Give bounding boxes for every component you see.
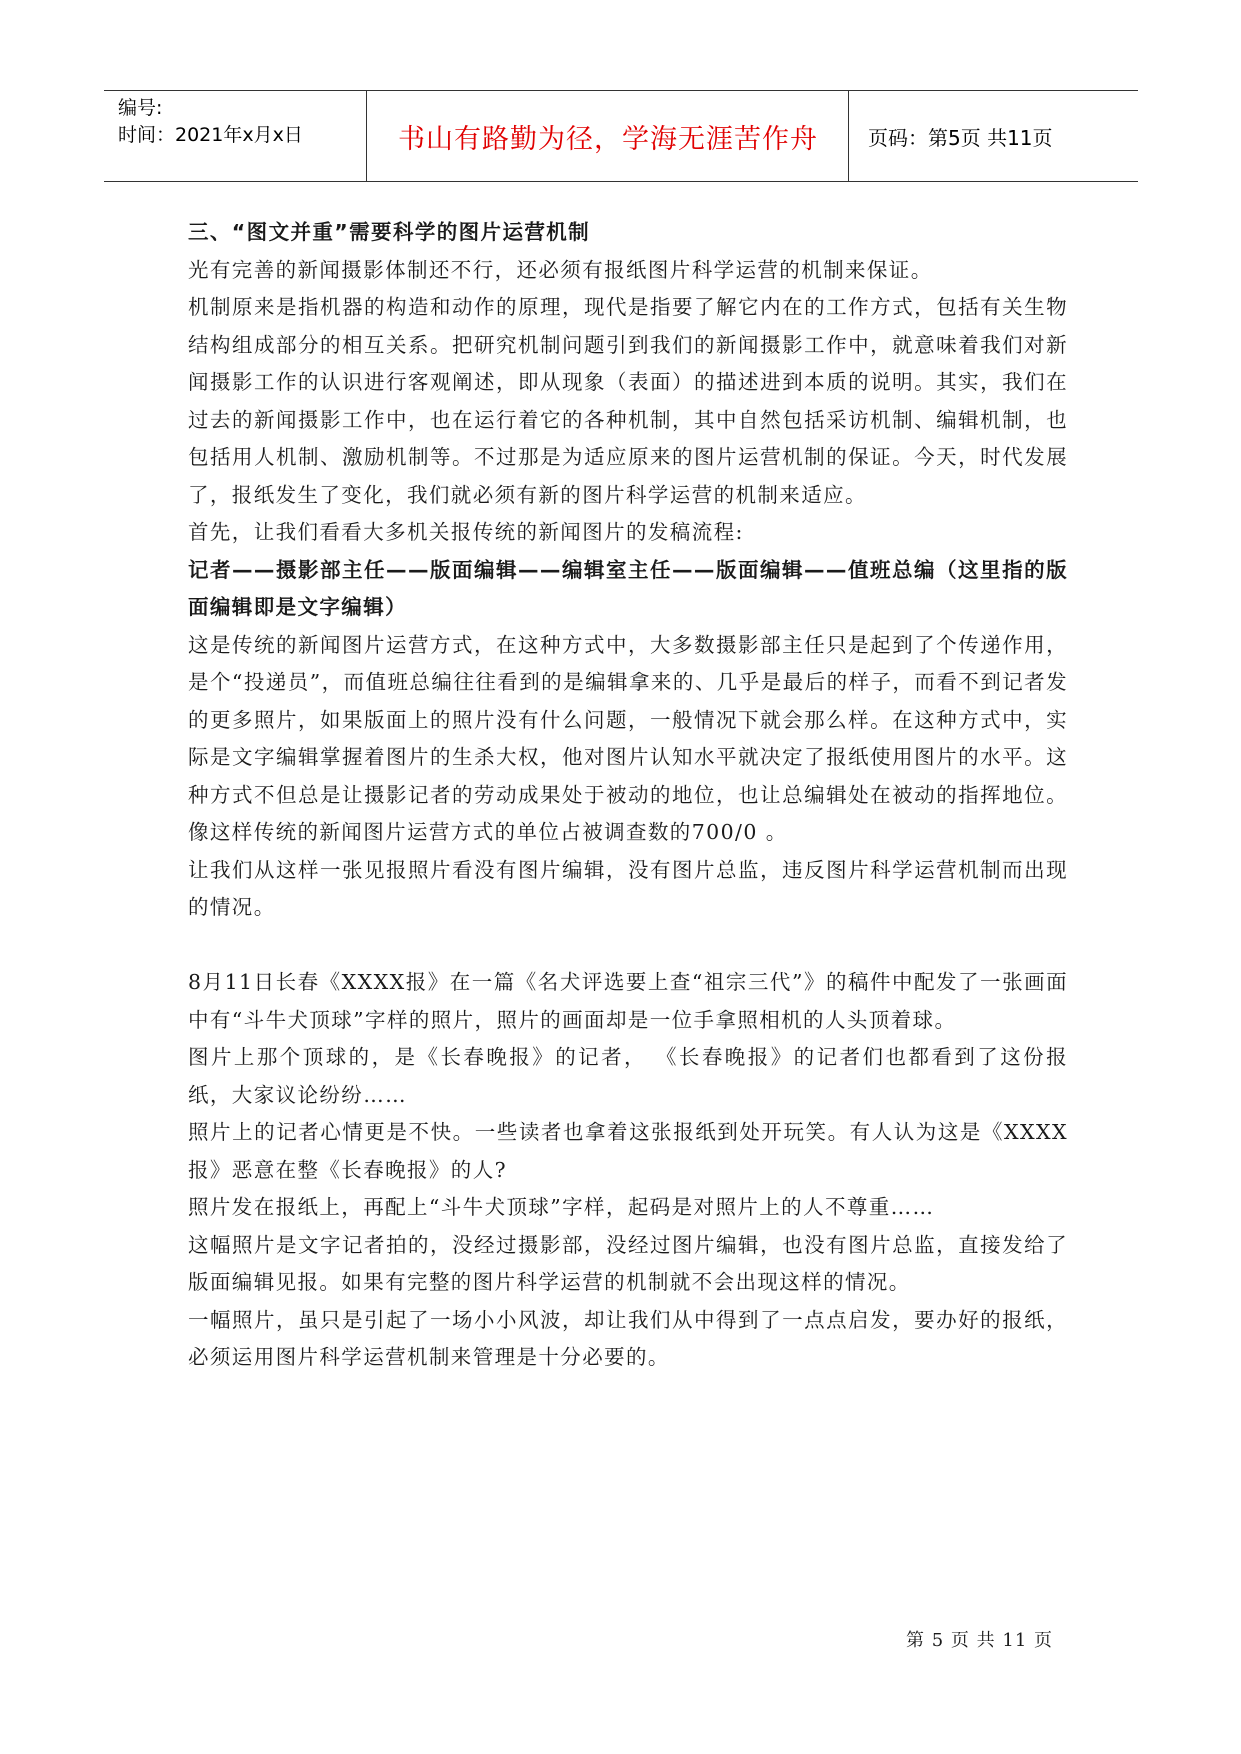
paragraph: 照片发在报纸上，再配上“斗牛犬顶球”字样，起码是对照片上的人不尊重…… — [188, 1195, 935, 1219]
paragraph: 8月11日长春《XXXX报》在一篇《名犬评选要上查“祖宗三代”》的稿件中配发了一张画面中有“斗牛犬顶球”字样的照片，照片的画面却是一位手拿照相机的人头顶着球。 — [188, 970, 1068, 1032]
paragraph: 图片上那个顶球的，是《长春晚报》的记者， 《长春晚报》的记者们也都看到了这份报纸，大家议论纷纷…… — [188, 1045, 1068, 1107]
document-number-label: 编号: — [118, 97, 163, 119]
page-footer: 第 5 页 共 11 页 — [906, 1630, 1053, 1651]
paragraph: 这幅照片是文字记者拍的，没经过摄影部，没经过图片编辑，也没有图片总监，直接发给了版面编辑见报。如果有完整的图片科学运营的机制就不会出现这样的情况。 — [188, 1232, 1068, 1294]
workflow-chain: 记者——摄影部主任——版面编辑——编辑室主任——版面编辑——值班总编（这里指的版面编辑即是文字编辑） — [188, 557, 1068, 619]
header-motto: 书山有路勤为径，学海无涯苦作舟 — [398, 124, 818, 155]
blank-line — [188, 927, 1068, 965]
header-page-number: 页码：第5页 共11页 — [868, 126, 1053, 150]
header-divider — [366, 91, 367, 181]
paragraph: 让我们从这样一张见报照片看没有图片编辑，没有图片总监，违反图片科学运营机制而出现的情况。 — [188, 857, 1068, 919]
paragraph: 首先，让我们看看大多机关报传统的新闻图片的发稿流程: — [188, 520, 744, 544]
header-meta — [118, 95, 303, 149]
paragraph: 照片上的记者心情更是不快。一些读者也拿着这张报纸到处开玩笑。有人认为这是《XXXX报》恶意在整《长春晚报》的人? — [188, 1120, 1068, 1182]
paragraph: 光有完善的新闻摄影体制还不行，还必须有报纸图片科学运营的机制来保证。 — [188, 257, 933, 282]
paragraph: 一幅照片，虽只是引起了一场小小风波，却让我们从中得到了一点点启发，要办好的报纸，必须运用图片科学运营机制来管理是十分必要的。 — [188, 1307, 1068, 1369]
section-title: 三、“图文并重”需要科学的图片运营机制 — [188, 220, 591, 244]
page-header — [104, 90, 1138, 182]
paragraph: 这是传统的新闻图片运营方式，在这种方式中，大多数摄影部主任只是起到了个传递作用，是个“投递员”，而值班总编往往看到的是编辑拿来的、几乎是最后的样子，而看不到记者发的更多照片，如果版面上的照片没有什么问题，一般情况下就会那么样。在这种方式中，实际是文字编辑掌握着图片的生杀大权，他对图片认知水平就决定了报纸使用图片的水平。这种方式不但总是让摄影记者的劳动成果处于被动的地位，也让总编辑处在被动的指挥地位。像这样传统的新闻图片运营方式的单位占被调查数的700/0 。 — [188, 632, 1068, 844]
document-body — [188, 214, 1068, 1377]
header-divider — [848, 91, 849, 181]
document-date: 时间：2021年x月x日 — [118, 124, 303, 146]
paragraph: 机制原来是指机器的构造和动作的原理，现代是指要了解它内在的工作方式，包括有关生物结构组成部分的相互关系。把研究机制问题引到我们的新闻摄影工作中，就意味着我们对新闻摄影工作的认识进行客观阐述，即从现象（表面）的描述进到本质的说明。其实，我们在过去的新闻摄影工作中，也在运行着它的各种机制，其中自然包括采访机制、编辑机制，也包括用人机制、激励机制等。不过那是为适应原来的图片运营机制的保证。今天，时代发展了，报纸发生了变化，我们就必须有新的图片科学运营的机制来适应。 — [188, 295, 1068, 507]
